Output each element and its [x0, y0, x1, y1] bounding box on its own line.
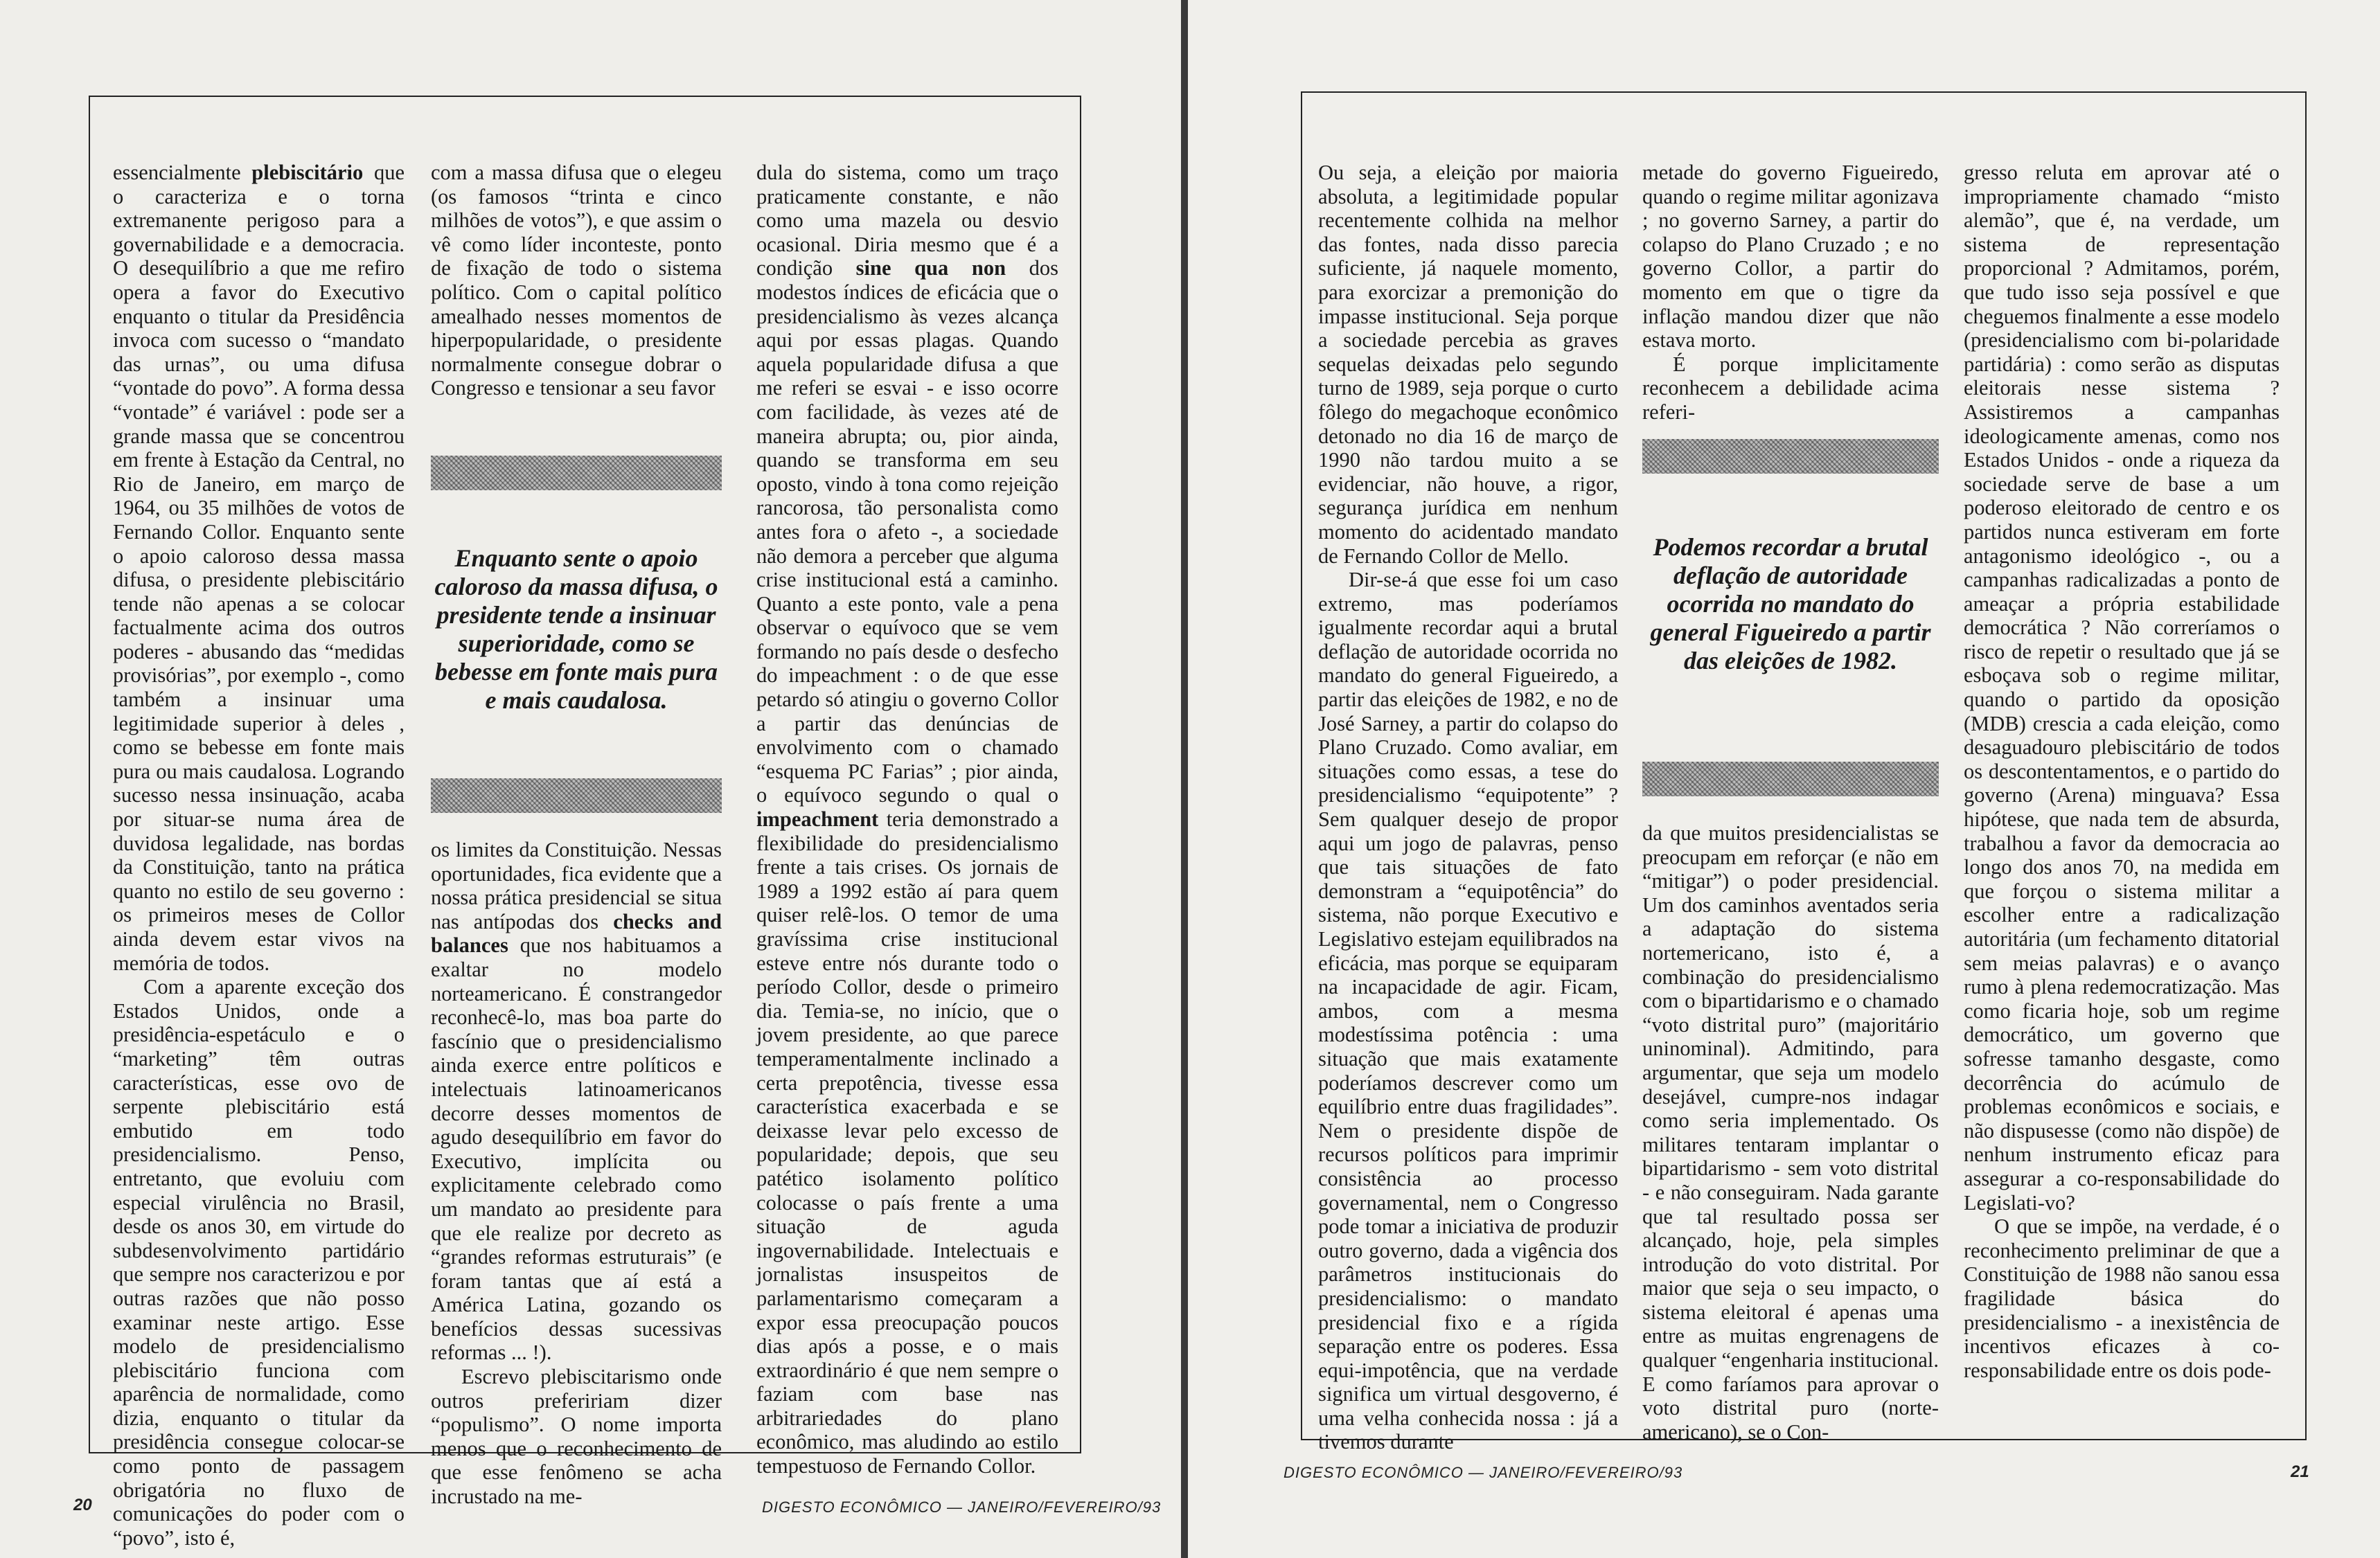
page-footer: DIGESTO ECONÔMICO — JANEIRO/FEVEREIRO/93 — [1284, 1464, 1683, 1481]
page-number: 21 — [2291, 1462, 2309, 1481]
column-2-continued — [1642, 821, 1939, 1444]
pull-quote: Podemos recordar a brutal deflação de autoridade ocorrida no mandato do general Figueiredo a partir das eleições de 1982. — [1650, 533, 1931, 674]
paragraph: dula do sistema, como um traço praticamente constante, e não como uma mazela ou desvio ocasional. Diria mesmo que é a condição sine qua non dos modestos índices de eficácia que o presidencialismo às vezes alcança aqui por essas plagas. Quando aquela popularidade difusa a que me referi se esvai - e isso ocorre com facilidade, às vezes até de maneira abrupta; ou, pior ainda, quando se transforma em seu oposto, vindo à tona como rejeição rancorosa, tão personalista como antes fora o afeto -, a sociedade não demora a perceber que alguma crise institucional está a caminho. Quanto a este ponto, vale a pena observar o equívoco que se vem formando no país desde o desfecho do impeachment : o de que esse petardo só atingiu o governo Collor a partir das denúncias de envolvimento com o chamado “esquema PC Farias” ; pior ainda, o equívoco segundo o qual o impeachment teria demonstrado a flexibilidade do presidencialismo frente a tais crises. Os jornais de 1989 a 1992 estão aí para quem quiser relê-los. O temor de uma gravíssima crise institucional esteve entre nós durante todo o período Collor, desde o primeiro dia. Temia-se, no início, que o jovem presidente, ao que parece temperamentalmente inclinado a certa prepotência, tivesse essa característica exacerbada e se deixasse levar pelo excesso de popularidade; depois, que seu patético isolamento político colocasse o país frente a uma situação de aguda ingovernabilidade. Intelectuais e jornalistas insuspeitos de parlamentarismo começaram a expor essa preocupação poucos dias após a posse, e o mais extraordinário é que nem sempre o faziam com base nas arbitrariedades do plano econômico, mas aludindo ao estilo tempestuoso de Fernando Collor. — [756, 161, 1058, 1478]
hatched-rule-bottom — [431, 778, 722, 813]
paragraph: essencialmente plebiscitário que o caracteriza e o torna extremanente perigoso para a governabilidade e a democracia. O desequilíbrio a que me refiro opera a favor do Executivo enquanto o titular da Presidência invoca com sucesso o “mandato das urnas”, ou uma difusa “vontade do povo”. A forma dessa “vontade” é variável : pode ser a grande massa que se concentrou em frente à Estação da Central, no Rio de Janeiro, em março de 1964, ou 35 milhões de votos de Fernando Collor. Enquanto sente o apoio caloroso dessa massa difusa, o presidente plebiscitário tende não apenas a se colocar factualmente acima dos outros poderes - abusando das “medidas provisórias”, por exemplo -, como também a insinuar uma legitimidade superior à deles , como se bebesse em fonte mais pura ou mais caudalosa. Logrando sucesso nessa insinuação, acaba por situar-se numa área de duvidosa legalidade, nas bordas da Constituição, tanto na prática quanto no estilo de seu governo : os primeiros meses de Collor ainda devem estar vivos na memória de todos. — [113, 161, 405, 975]
right-page — [1188, 0, 2380, 1558]
paragraph: gresso reluta em aprovar até o impropriamente chamado “misto alemão”, que é, na verdade, um sistema de representação proporcional ? Admitamos, porém, que tudo isso seja possível e que cheguemos finalmente a esse modelo (presidencialismo com bi-polaridade partidária) : como serão as disputas eleitorais nesse sistema ? Assistiremos a campanhas ideologicamente amenas, como nos Estados Unidos - onde a riqueza da sociedade serve de base a um poderoso eleitorado de centro e os partidos nunca estiveram em forte antagonismo ideológico -, ou a campanhas radicalizadas a ponto de ameaçar a própria estabilidade democrática ? Não correríamos o risco de repetir o resultado que já se esboçava sob o regime militar, quando o partido da oposição (MDB) crescia a cada eleição, como desaguadouro plebiscitário de todos os descontentamentos, e o partido do governo (Arena) minguava? Essa hipótese, que nada tem de absurda, trabalhou a favor da democracia ao longo dos anos 70, na medida em que forçou o sistema militar a escolher entre a radicalização autoritária (um fechamento ditatorial sem meias palavras) e o avanço rumo à plena redemocratização. Mas como ficaria hoje, sob um regime democrático, um governo que sofresse tamanho desgaste, como decorrência do acúmulo de problemas econômicos e sociais, e não dispusesse (como não dispõe) de nenhum instrumento eficaz para assegurar a co-responsabilidade do Legislati-vo? — [1964, 161, 2280, 1215]
hatched-rule-bottom — [1642, 762, 1939, 796]
page-footer: DIGESTO ECONÔMICO — JANEIRO/FEVEREIRO/93 — [762, 1498, 1162, 1516]
paragraph: os limites da Constituição. Nessas oportunidades, fica evidente que a nossa prática presidencial se situa nas antípodas dos checks and balances que nos habituamos a exaltar no modelo norteamericano. É constrangedor reconhecê-lo, mas boa parte do fascínio que o presidencialismo ainda exerce entre políticos e intelectuais latinoamericanos decorre desses momentos de agudo desequilíbrio em favor do Executivo, implícita ou explicitamente celebrado como um mandato ao presidente para que ele realize por decreto as “grandes reformas estruturais” (e foram tantas que aí está a América Latina, gozando os benefícios dessas sucessivas reformas ... !). — [431, 838, 722, 1365]
left-page — [0, 0, 1181, 1558]
column-2 — [1642, 161, 1939, 435]
column-3 — [756, 161, 1058, 1478]
page-number: 20 — [73, 1496, 92, 1514]
paragraph: Com a aparente exceção dos Estados Unidos, onde a presidência-espetáculo e o “marketing” têm outras características, esse ovo de serpente plebiscitário está embutido em todo presidencialismo. Penso, entretanto, que evoluiu com especial virulência no Brasil, desde os anos 30, em virtude do subdesenvolvimento partidário que sempre nos caracterizou e por outras razões que não posso examinar neste artigo. Esse modelo de presidencialismo plebiscitário funciona com aparência de normalidade, como dizia, enquanto o titular da presidência consegue colocar-se como ponto de passagem obrigatória no fluxo de comunicações do poder com o “povo”, isto é, — [113, 975, 405, 1550]
paragraph: Ou seja, a eleição por maioria absoluta, a legitimidade popular recentemente colhida na melhor das fontes, nada disso parecia suficiente, já naquele momento, para exorcizar a premonição do impasse institucional. Seja porque a sociedade percebia as graves sequelas deixadas pelo segundo turno de 1989, seja porque o curto fôlego do megachoque econômico detonado no dia 16 de março de 1990 não tardou muito a se evidenciar, não houve, a rigor, segurança jurídica em nenhum momento do acidentado mandato de Fernando Collor de Mello. — [1318, 161, 1618, 568]
paragraph: da que muitos presidencialistas se preocupam em reforçar (e não em “mitigar”) o poder presidencial. Um dos caminhos aventados seria a adaptação do sistema nortemericano, isto é, a combinação do presidencialismo com o bipartidarismo e o chamado “voto distrital puro” (majoritário uninominal). Admitindo, para argumentar, que seja um modelo desejável, cumpre-nos indagar como seria implementado. Os militares tentaram implantar o bipartidarismo - sem voto distrital - e não conseguiram. Nada garante que tal resultado possa ser alcançado, hoje, pela simples introdução do voto distrital. Por maior que seja o seu impacto, o sistema eleitoral é apenas uma entre as muitas engrenagens de qualquer “engenharia institucional. E como faríamos para aprovar o voto distrital puro (norte-americano), se o Con- — [1642, 821, 1939, 1444]
paragraph: O que se impõe, na verdade, é o reconhecimento preliminar de que a Constituição de 1988 não sanou essa fragilidade básica do presidencialismo - a inexistência de incentivos eficazes à co-responsabilidade entre os dois pode- — [1964, 1215, 2280, 1382]
paragraph: É porque implicitamente reconhecem a debilidade acima referi- — [1642, 352, 1939, 424]
paragraph: com a massa difusa que o elegeu (os famosos “trinta e cinco milhões de votos”), e que assim o vê como líder inconteste, ponto de fixação de todo o sistema político. Com o capital político amealhado nesses momentos de hiperpopularidade, o presidente normalmente consegue dobrar o Congresso e tensionar a seu favor — [431, 161, 722, 400]
paragraph: Escrevo plebiscitarismo onde outros prefeririam dizer “populismo”. O nome importa menos que o reconhecimento de que esse fenômeno se acha incrustado na me- — [431, 1365, 722, 1509]
paragraph: metade do governo Figueiredo, quando o regime militar agonizava ; no governo Sarney, a partir do colapso do Plano Cruzado ; e no governo Collor, a partir do momento em que o tigre da inflação mandou dizer que não estava morto. — [1642, 161, 1939, 352]
hatched-rule-top — [431, 456, 722, 490]
hatched-rule-top — [1642, 439, 1939, 474]
column-1 — [1318, 161, 1618, 1454]
column-2-continued — [431, 838, 722, 1509]
column-2 — [431, 161, 722, 424]
column-3 — [1964, 161, 2280, 1435]
column-1 — [113, 161, 405, 1550]
binding-gutter — [1181, 0, 1188, 1558]
paragraph: Dir-se-á que esse foi um caso extremo, mas poderíamos igualmente recordar aqui a brutal deflação de autoridade ocorrida no mandato do general Figueiredo, a partir das eleições de 1982, e no de José Sarney, a partir do colapso do Plano Cruzado. Como avaliar, em situações como essas, a tese do presidencialismo “equipotente” ? Sem qualquer desejo de propor aqui um jogo de palavras, penso que tais situações de fato demonstram a “equipotência” do sistema, não porque Executivo e Legislativo estejam equilibrados na eficácia, mas porque se equiparam na incapacidade de agir. Ficam, ambos, com a mesma modestíssima potência : uma situação que mais exatamente poderíamos descrever como um equilíbrio entre duas fragilidades”. Nem o presidente dispõe de recursos políticos para imprimir consistência ao processo governamental, nem o Congresso pode tomar a iniciativa de produzir outro governo, dada a vigência dos parâmetros institucionais do presidencialismo: o mandato presidencial fixo e a rígida separação entre os poderes. Essa equi-impotência, que na verdade significa um virtual desgoverno, é uma velha conhecida nossa : já a tivemos durante — [1318, 568, 1618, 1454]
pull-quote: Enquanto sente o apoio caloroso da massa difusa, o presidente tende a insinuar superioridade, como se bebesse em fonte mais pura e mais caudalosa. — [434, 544, 718, 714]
